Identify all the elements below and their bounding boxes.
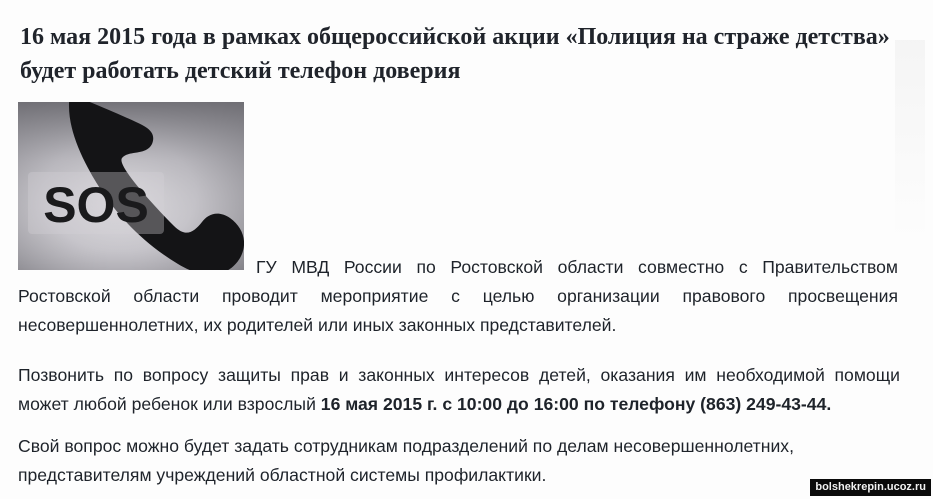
article-title: 16 мая 2015 года в рамках общероссийской акции «Полиция на страже детства» будет работать детский телефон доверия [20,24,890,84]
sos-image [18,102,244,270]
paragraph-intro-text: несовершеннолетних, их родителей или иных законных представителей. [18,315,617,335]
call-info-schedule-phone: 16 мая 2015 г. с 10:00 до 16:00 по телефону (863) 249-43-44 [320,394,827,414]
paragraph-call-info [18,361,900,419]
call-info-period: . [826,394,832,414]
paragraph-intro-text: ГУ МВД России по Ростовской области совместно с Правительством [256,257,898,277]
paragraph-contacts-line-2: представителям учреждений областной системы профилактики. [18,465,547,485]
call-info-prefix: может любой ребенок или взрослый [18,394,321,414]
site-watermark: bolshekrepin.ucoz.ru [810,479,931,496]
paragraph-intro [18,253,898,340]
sos-illustration [18,102,244,270]
paragraph-call-line-1: Позвонить по вопросу защиты прав и законных интересов детей, оказания им необходимой помощи [18,365,900,385]
sos-label: SOS [43,177,149,233]
paragraph-contacts-line-1: Свой вопрос можно будет задать сотрудникам подразделений по делам несовершеннолетних, [18,436,794,456]
paragraph-call-line-2 [18,390,900,419]
paragraph-intro-text: Ростовской области проводит мероприятие с целью организации правового просвещения [18,286,898,306]
paragraph-contacts [18,432,900,490]
